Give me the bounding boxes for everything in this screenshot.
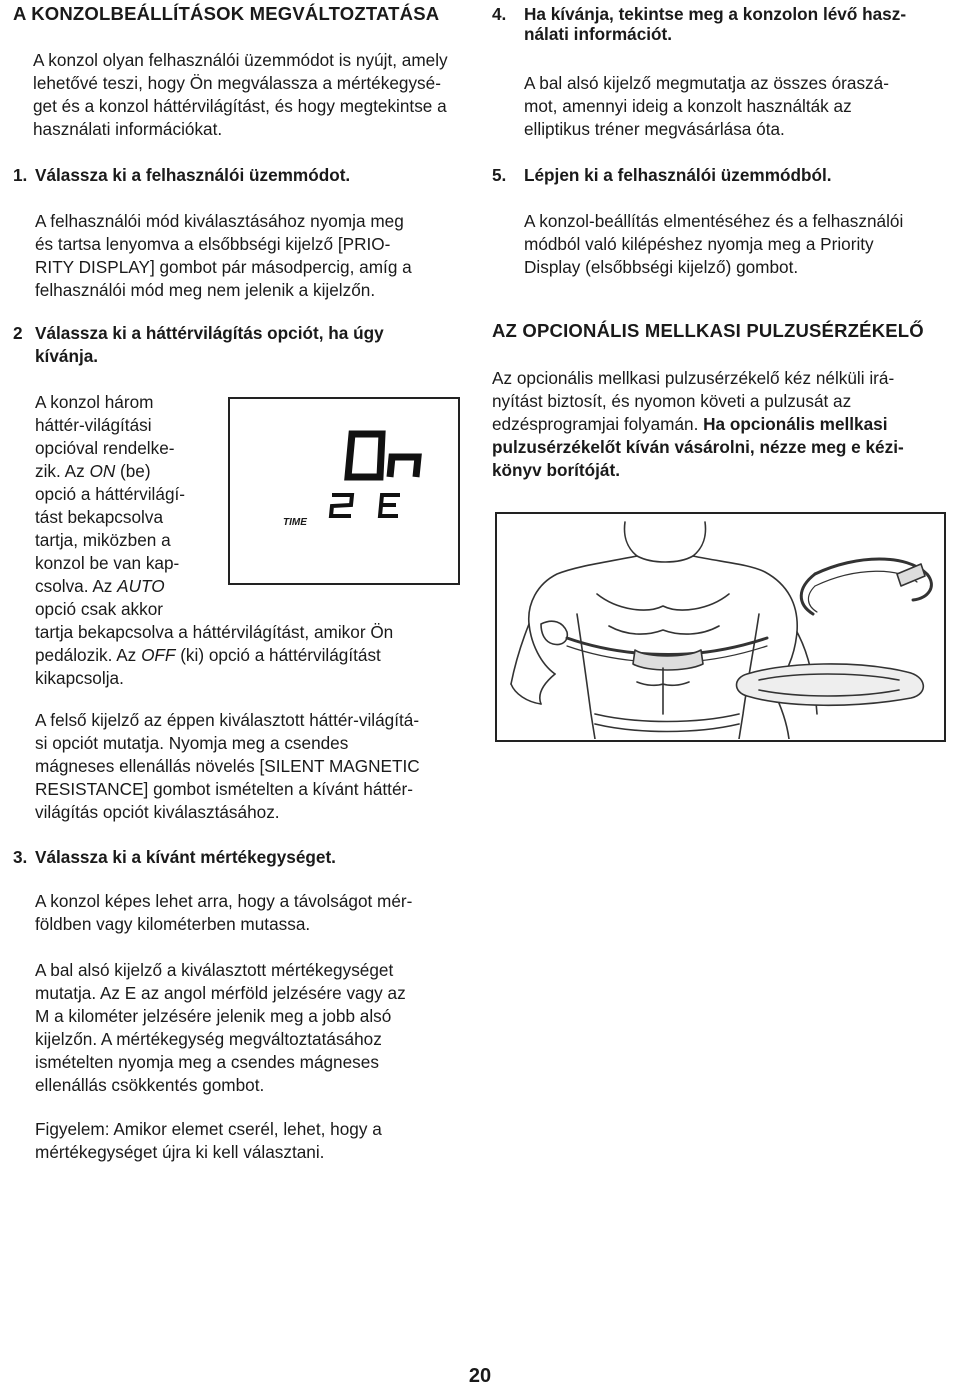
chest-strap-illustration <box>495 512 946 742</box>
chest-strap-drawing <box>497 514 943 739</box>
step-heading-text: Válassza ki a háttérvilágítás opciót, ha úgy kívánja. <box>35 323 384 366</box>
step-heading-text: Ha kívánja, tekintse meg a konzolon lévő hasz- nálati információt. <box>524 4 907 44</box>
option-auto: AUTO <box>117 576 165 596</box>
text-run: (be) opció a háttérvilágí- tást bekapcsolva tartja, miközben a konzol be van kap- csolva. Az <box>35 461 185 596</box>
step-3-heading <box>13 846 336 869</box>
page-number: 20 <box>468 1365 492 1387</box>
lcd-digit-e <box>380 495 400 516</box>
lcd-digit-o <box>348 434 382 477</box>
text-run: A konzol három háttér-világítási opcióval rendelke- zik. Az <box>35 392 175 481</box>
step-number: 4. <box>492 4 507 24</box>
step-number: 2 <box>13 323 23 343</box>
console-display-illustration <box>228 397 460 585</box>
step-heading-text: Válassza ki a kívánt mértékegységet. <box>35 847 336 867</box>
step-3-text-2: A bal alsó kijelző a kiválasztott mértékegységet mutatja. Az E az angol mérföld jelzésére vagy az M a kilométer jelzésére jelenik meg a jobb alsó kijelzőn. A mértékegység megváltoztatásához ismételten nyomja meg a csendes mágneses ellenállás csökkentés gombot. <box>35 960 406 1095</box>
text-run: (ki) opció a háttérvilágítást kikapcsolja. <box>35 645 381 688</box>
option-off: OFF <box>141 645 176 665</box>
text-run: Az opcionális mellkasi pulzusérzékelő kéz nélküli irá- nyítást biztosít, és nyomon követi a pulzusát az edzésprogramjai folyamán. <box>492 368 895 434</box>
step-5-text: A konzol-beállítás elmentéséhez és a felhasználói módból való kilépéshez nyomja meg a Priority Display (elsőbbségi kijelző) gombot. <box>524 211 904 277</box>
heart-rate-section-title: AZ OPCIONÁLIS MELLKASI PULZUSÉRZÉKELŐ <box>492 320 924 341</box>
step-heading-text: Válassza ki a felhasználói üzemmódot. <box>35 165 351 185</box>
step-5-heading <box>492 164 832 187</box>
text-run: opció csak akkor tartja bekapcsolva a háttérvilágítást, amikor Ön pedálozik. Az <box>35 599 394 665</box>
step-number: 3. <box>13 847 28 867</box>
purchase-note: Ha opcionális mellkasi pulzusérzékelőt kíván vásárolni, nézze meg e kézi- könyv borítóját. <box>492 414 904 480</box>
step-number: 1. <box>13 165 28 185</box>
lcd-digit-n <box>390 457 418 477</box>
heart-rate-paragraph <box>492 367 942 482</box>
step-4-text: A bal alsó kijelző megmutatja az összes óraszá- mot, amennyi ideig a konzolt használták az elliptikus tréner megvásárlása óta. <box>524 73 889 139</box>
intro-paragraph: A konzol olyan felhasználói üzemmódot is nyújt, amely lehetővé teszi, hogy Ön megválassza a mértékegysé- get és a konzol háttérvilágítást, és hogy megtekintse a használati információkat. <box>33 50 448 139</box>
step-4-heading <box>492 4 906 44</box>
step-3-text: A konzol képes lehet arra, hogy a távolságot mér- földben vagy kilométerben mutassa. <box>35 891 413 934</box>
lcd-digits <box>230 399 458 583</box>
time-label: TIME <box>283 517 307 528</box>
step-1-text: A felhasználói mód kiválasztásához nyomja meg és tartsa lenyomva a elsőbbségi kijelző [PRIO- RITY DISPLAY] gombot pár másodpercig, amíg a felhasználói mód meg nem jelenik a kijelzőn. <box>35 211 412 300</box>
step-2-text-continued: A felső kijelző az éppen kiválasztott háttér-világítá- si opciót mutatja. Nyomja meg a csendes mágneses ellenállás növelés [SILENT MAGNETIC RESISTANCE] gombot ismételten a kívánt háttér- világítás opciót kiválasztásához. <box>35 710 420 822</box>
step-2-heading <box>13 322 384 368</box>
section-title: A KONZOLBEÁLLÍTÁSOK MEGVÁLTOZTATÁSA <box>13 3 440 24</box>
step-number: 5. <box>492 165 507 185</box>
note-paragraph: Figyelem: Amikor elemet cserél, lehet, hogy a mértékegységet újra ki kell választani. <box>35 1119 382 1162</box>
step-1-heading <box>13 164 350 187</box>
step-heading-text: Lépjen ki a felhasználói üzemmódból. <box>524 165 832 185</box>
lcd-digit-2 <box>331 495 352 516</box>
option-on: ON <box>89 461 116 481</box>
